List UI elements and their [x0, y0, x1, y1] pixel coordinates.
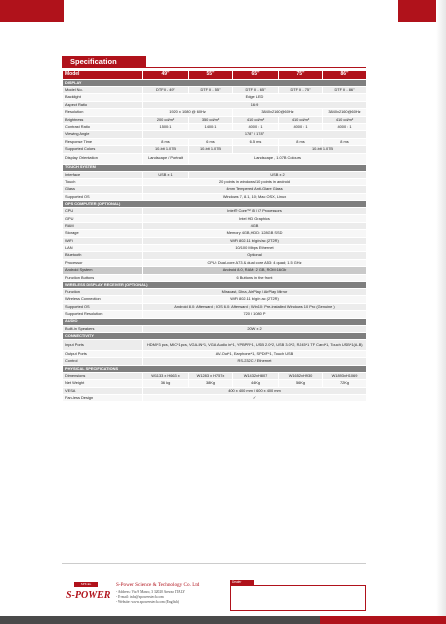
spec-value: 1400:1 [189, 123, 233, 130]
spec-value: 10-bit 1.07B [189, 146, 233, 153]
spec-value: DTF II - 75" [279, 87, 323, 94]
spec-label: Glass [63, 186, 143, 193]
spec-value: 10/100 Mbps Ethernet [143, 245, 367, 252]
spec-label: VESA [63, 387, 143, 394]
spec-row [63, 101, 367, 108]
title-underline [62, 67, 366, 68]
spec-value: 4000 : 1 [233, 123, 279, 130]
spec-label: GPU [63, 215, 143, 222]
spec-label: Dimensions [63, 372, 143, 379]
spec-value: 200 cd/m² [143, 116, 189, 123]
spec-label: Model No. [63, 87, 143, 94]
spec-row [63, 274, 367, 281]
spower-logo [66, 588, 112, 600]
spec-label: Backlight [63, 94, 143, 101]
spec-row [63, 372, 367, 379]
spec-label: Android System [63, 267, 143, 274]
spec-value: 410 cd/m² [323, 116, 367, 123]
spec-value: Intel HD Graphics [143, 215, 367, 222]
bottom-bar-red [320, 616, 446, 624]
spec-value: 1500:1 [143, 123, 189, 130]
spec-row [63, 288, 367, 295]
spec-row [63, 171, 367, 178]
spec-value: 10-bit 1.07B [279, 146, 367, 153]
spec-row [63, 94, 367, 101]
footer-divider [62, 563, 366, 564]
spec-value: DTF II - 55" [189, 87, 233, 94]
top-red-bar-left [0, 0, 64, 22]
company-email: - E-mail: info@spowerstech.com [116, 595, 164, 599]
spec-label: Function Buttons [63, 274, 143, 281]
section-header-row [63, 281, 367, 288]
section-header: OPS COMPUTER (OPTIONAL) [63, 201, 367, 208]
spec-row [63, 358, 367, 365]
spec-value: Landscape , 1.07B Colours [189, 153, 367, 164]
spec-label: Bluetooth [63, 252, 143, 259]
section-header-row [63, 318, 367, 325]
spec-label: LAN [63, 245, 143, 252]
spec-row [63, 116, 367, 123]
spec-row [63, 153, 367, 164]
section-title: Specification [62, 56, 146, 67]
spec-value: 20 points in windows/10 points in android [143, 178, 367, 185]
spec-value: 3840x2160@60Hz [233, 109, 323, 116]
spec-label: Built-in Speakers [63, 325, 143, 332]
section-header: CONNECTIVITY [63, 332, 367, 339]
spec-table [62, 70, 367, 402]
header-size: 65" [233, 71, 279, 80]
spec-label: Supported OS [63, 303, 143, 310]
spec-value: ✓ [143, 394, 367, 401]
spec-label: Supported OS [63, 193, 143, 200]
section-header: DISPLAY [63, 80, 367, 87]
spec-value: Miracast, Dlna, AirPlay / AirPlay Mirror [143, 288, 367, 295]
spec-value: 8 ms [323, 138, 367, 145]
spec-value: 720 / 1080 P [143, 311, 367, 318]
spec-row [63, 146, 367, 153]
spec-row [63, 123, 367, 130]
spec-label: Brightness [63, 116, 143, 123]
logo-tag: SPK.EL [74, 582, 98, 587]
spec-value: WiFi 802.11 b/g/n ac (2T2R) [143, 296, 367, 303]
spec-value: 16:9 [143, 101, 367, 108]
spec-row [63, 325, 367, 332]
spec-value: AV-Out*1, Earphone*1, SPDIF*1, Touch USB [143, 350, 367, 357]
spec-label: RAM [63, 222, 143, 229]
spec-value: 410 cd/m² [279, 116, 323, 123]
company-website: - Website: www.spowerstech.com (English) [116, 600, 179, 604]
section-header-row [63, 164, 367, 171]
spec-label: Contrast Ratio [63, 123, 143, 130]
spec-value: 4000 : 1 [323, 123, 367, 130]
spec-label: WiFi [63, 237, 143, 244]
spec-value: 4mm Tempered Anti-Glare Glass [143, 186, 367, 193]
spec-value: 410 cd/m² [233, 116, 279, 123]
spec-row [63, 339, 367, 350]
spec-value: W1432xH807 [233, 372, 279, 379]
header-size: 49" [143, 71, 189, 80]
bottom-bar-dark [0, 616, 320, 624]
spec-value: 8 ms [143, 138, 189, 145]
spec-row [63, 259, 367, 266]
spec-value: Android 8.0, RAM: 2 GB, ROM:16Gb [143, 267, 367, 274]
spec-value: RS-232C / Ethernet [143, 358, 367, 365]
spec-row [63, 267, 367, 274]
spec-value: 6 ms [189, 138, 233, 145]
spec-label: Viewing Angle [63, 131, 143, 138]
spec-label: Output Ports [63, 350, 143, 357]
spec-row [63, 380, 367, 387]
spec-value: Windows 7, 8.1, 10; Mac OSX, Linux [143, 193, 367, 200]
spec-value: 400 x 400 mm / 600 x 400 mm [143, 387, 367, 394]
spec-label: Aspect Ratio [63, 101, 143, 108]
spec-value: 178° / 178° [143, 131, 367, 138]
spec-label: Display Orientation [63, 153, 143, 164]
spec-row [63, 215, 367, 222]
spec-value: Intel® Core™ i5 / i7 Processors [143, 208, 367, 215]
spec-value: 20W x 2 [143, 325, 367, 332]
spec-value: Optional [143, 252, 367, 259]
header-size: 86" [323, 71, 367, 80]
spec-label: Supported Resolution [63, 311, 143, 318]
spec-row [63, 230, 367, 237]
spec-row [63, 311, 367, 318]
spec-row [63, 387, 367, 394]
spec-row [63, 131, 367, 138]
section-header: AUDIO [63, 318, 367, 325]
page-edge-shadow [436, 0, 446, 624]
table-header-row [63, 71, 367, 80]
spec-value: 4GB [143, 222, 367, 229]
spec-label: Supported Colors [63, 146, 143, 153]
spec-label: Wireless Connection [63, 296, 143, 303]
section-header: PHYSICAL SPECIFICATIONS [63, 365, 367, 372]
spec-value: 3840x2160@60Hz [323, 109, 367, 116]
spec-value: 350 cd/m² [189, 116, 233, 123]
dealer-box [230, 585, 366, 611]
spec-row [63, 303, 367, 310]
spec-label: Input Ports [63, 339, 143, 350]
spec-row [63, 252, 367, 259]
spec-row [63, 394, 367, 401]
spec-value: Android 8.0: Afterward ; IOS 6.0: Afterward ; Win10: Pre-installed Windows 10 Pro (Genuine ) [143, 303, 367, 310]
spec-label: Control [63, 358, 143, 365]
spec-value: HDMI*3 pcs, MIC*1pcs, VGA-IN*1, VGA Audio in*1, YPBPR*1, USB 2.0*2, USB 3.0*2, RJ45*1 TF Card*1, Touch USB*1(A-B) [143, 339, 367, 350]
spec-row [63, 109, 367, 116]
spec-value: 1920 x 1080 @ 60Hz [143, 109, 233, 116]
spec-value: 72Kg [323, 380, 367, 387]
spec-row [63, 178, 367, 185]
spec-label: CPU [63, 208, 143, 215]
company-name: S-Power Science & Technology Co. Ltd [116, 582, 200, 588]
spec-value: DTF II - 86" [323, 87, 367, 94]
section-header-row [63, 80, 367, 87]
spec-value: DTFII - 49" [143, 87, 189, 94]
header-size: 55" [189, 71, 233, 80]
spec-label: Storage [63, 230, 143, 237]
spec-row [63, 222, 367, 229]
spec-label: Response Time [63, 138, 143, 145]
spec-value: USB x 1 [143, 171, 189, 178]
spec-value: 10-bit 1.07B [143, 146, 189, 153]
spec-value: W1133 x H663 x [143, 372, 189, 379]
spec-value: Edge LED [143, 94, 367, 101]
spec-value: Memory 4GB,HDD: 128GB SSD [143, 230, 367, 237]
spec-row [63, 245, 367, 252]
spec-row [63, 87, 367, 94]
spec-label: Function [63, 288, 143, 295]
spec-value: WiFi 802.11 b/g/n/ac (2T2R) [143, 237, 367, 244]
spec-value: 38Kg [189, 380, 233, 387]
spec-value [233, 146, 279, 153]
spec-value: 6 Buttons in the front [143, 274, 367, 281]
spec-value: 36 kg [143, 380, 189, 387]
spec-value: W1652xH930 [279, 372, 323, 379]
spec-value: Landscape / Portrait [143, 153, 189, 164]
spec-label: Resolution [63, 109, 143, 116]
spec-row [63, 138, 367, 145]
spec-row [63, 193, 367, 200]
spec-row [63, 237, 367, 244]
header-model: Model [63, 71, 143, 80]
spec-label: Interface [63, 171, 143, 178]
spec-value: 56Kg [279, 380, 323, 387]
spec-value: USB x 2 [189, 171, 367, 178]
spec-label: Net Weight [63, 380, 143, 387]
section-header: TOUCH SYSTEM [63, 164, 367, 171]
section-header-row [63, 201, 367, 208]
dealer-label: Dealer [230, 580, 254, 585]
spec-row [63, 350, 367, 357]
spec-label: Fan-less Design [63, 394, 143, 401]
spec-value: 6.5 ms [233, 138, 279, 145]
spec-value: W1893xH1069 [323, 372, 367, 379]
spec-value: W1283 x H757x [189, 372, 233, 379]
spec-value: 8 ms [279, 138, 323, 145]
section-header-row [63, 332, 367, 339]
spec-label: Processor [63, 259, 143, 266]
spec-row [63, 296, 367, 303]
spec-label: Touch [63, 178, 143, 185]
spec-value: 4000 : 1 [279, 123, 323, 130]
company-address: - Address: Via 9 Marzo, 3 32020 Arezzo ITALY [116, 590, 186, 594]
spec-row [63, 208, 367, 215]
header-size: 75" [279, 71, 323, 80]
spec-value: 44Kg [233, 380, 279, 387]
section-header: WIRELESS DISPLAY RECEIVER (OPTIONAL) [63, 281, 367, 288]
logo-text: S-POWER [66, 590, 111, 600]
section-header-row [63, 365, 367, 372]
spec-value: CPU: Dual-core A73 & dual core A53: 4 quad; 1.5 GHz [143, 259, 367, 266]
spec-row [63, 186, 367, 193]
spec-value: DTF II - 65" [233, 87, 279, 94]
